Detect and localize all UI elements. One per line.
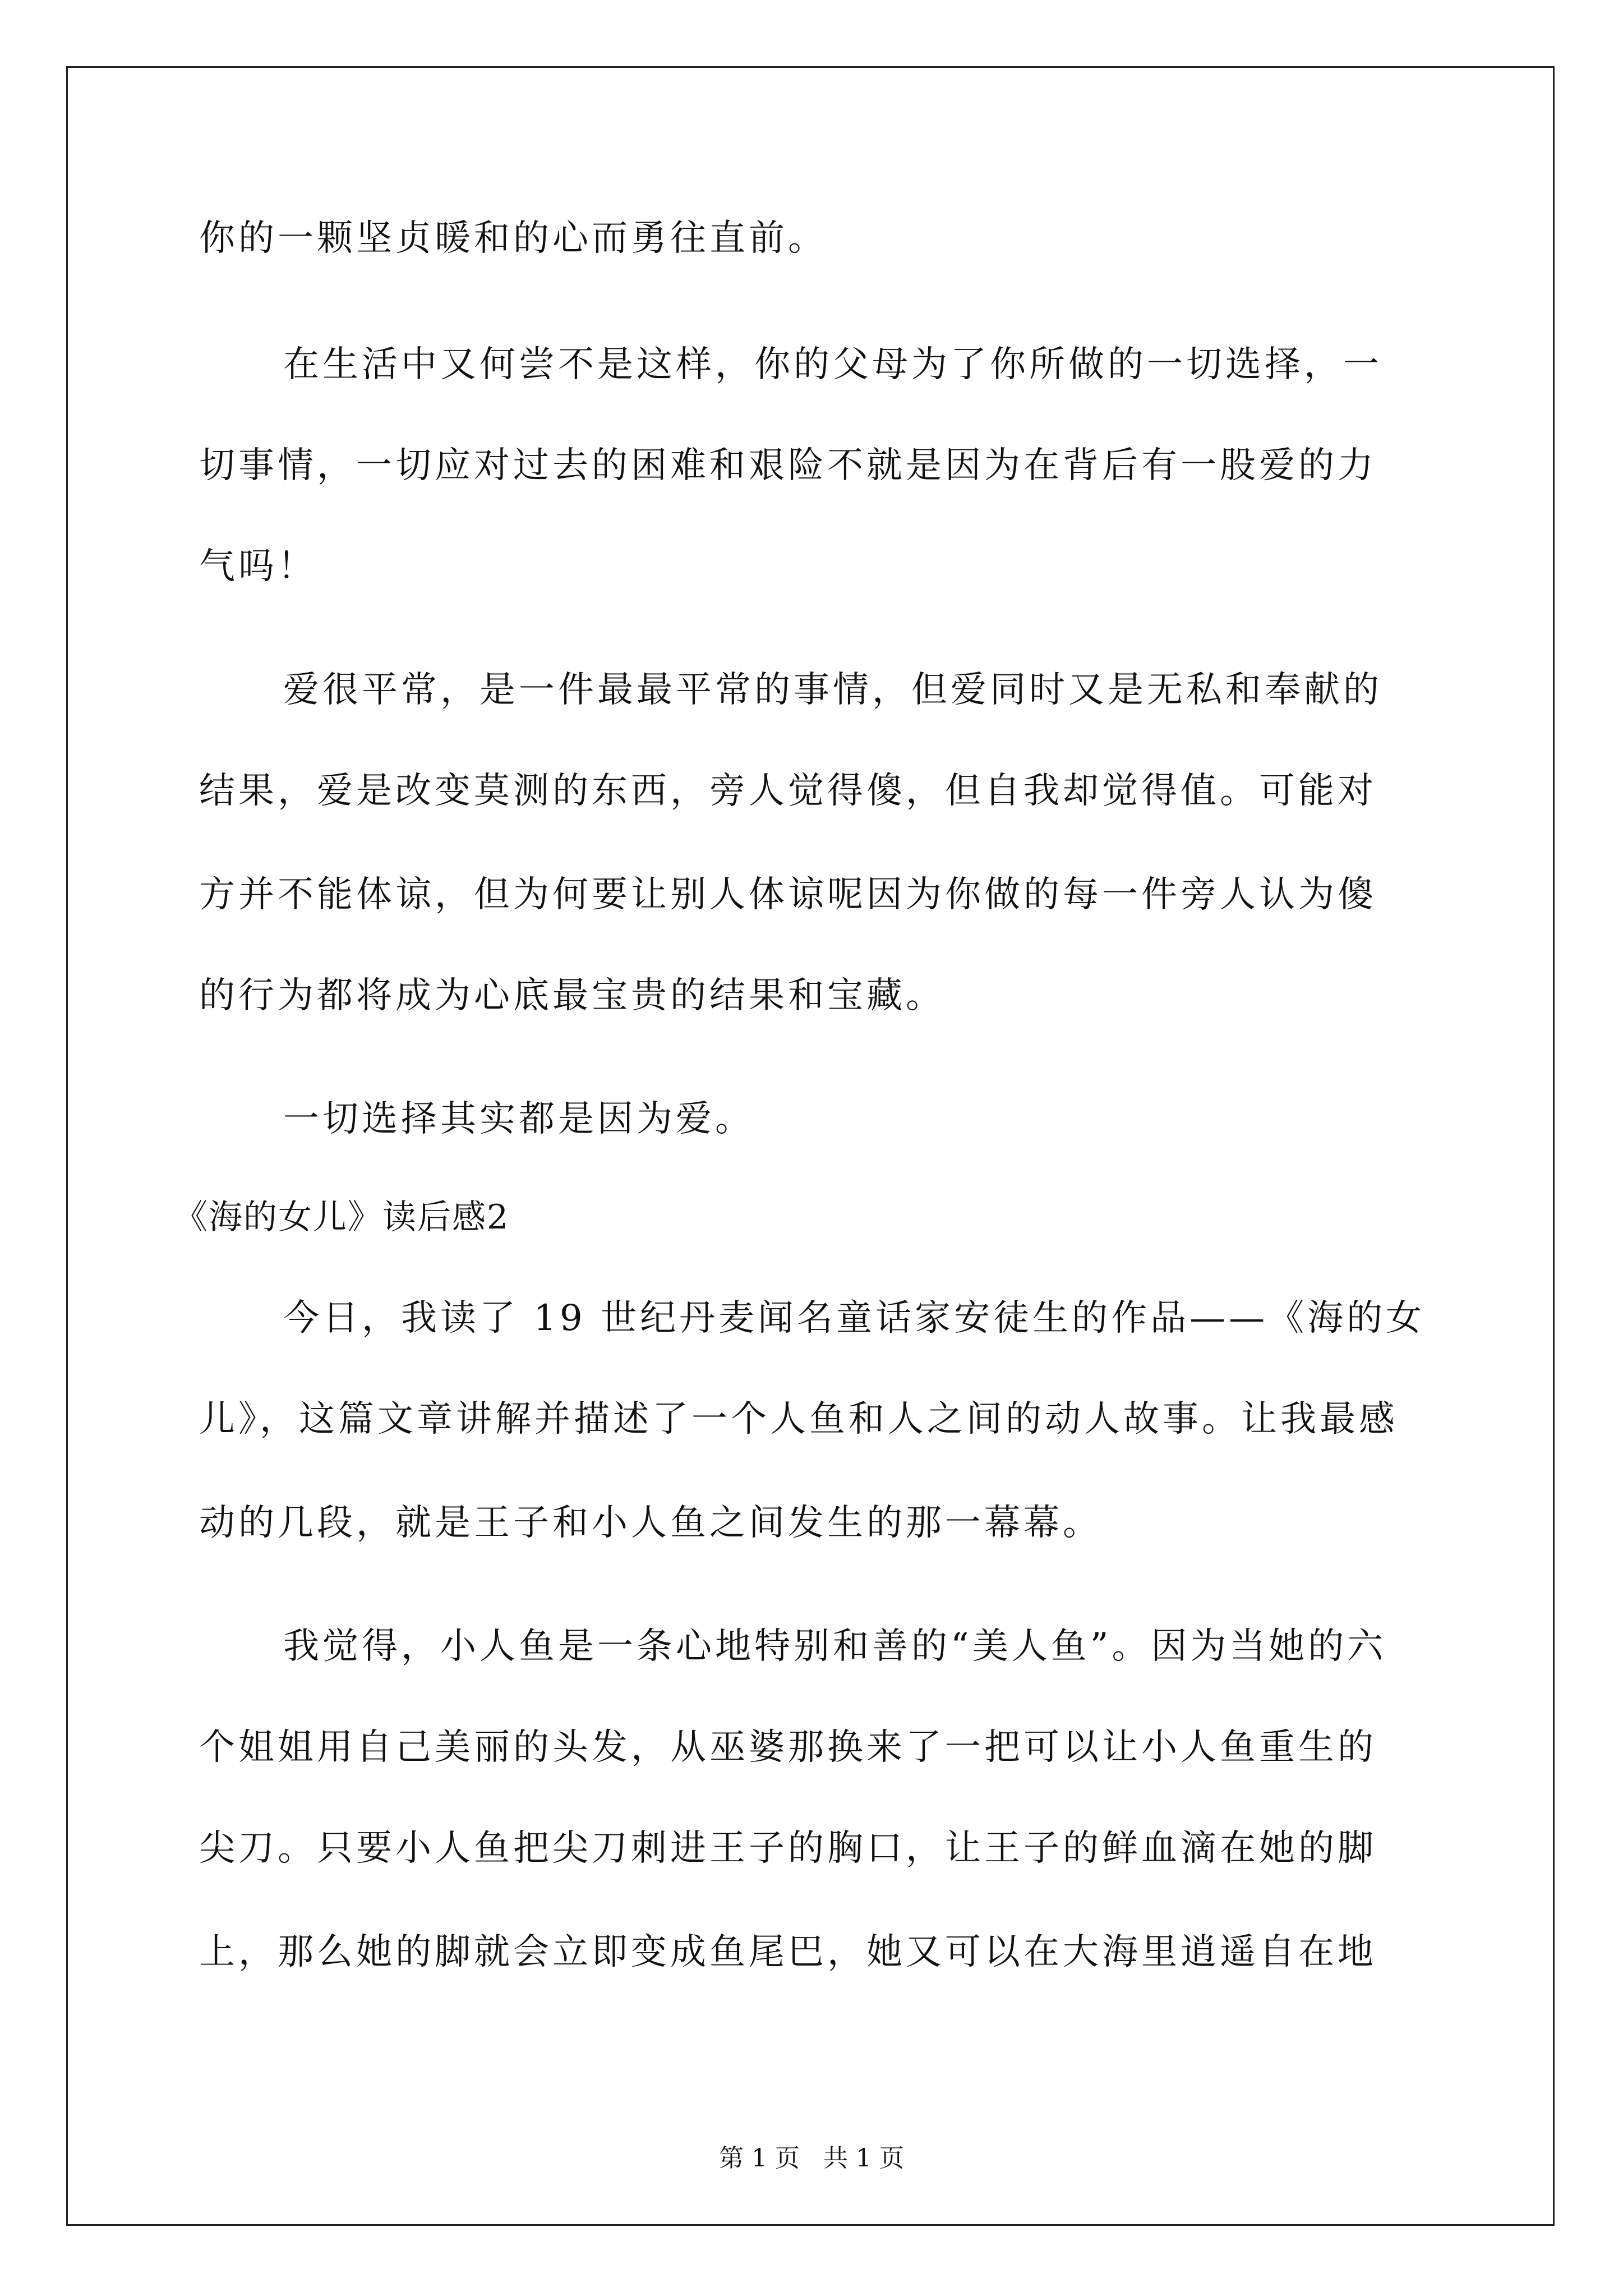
text-line: 切事情，一切应对过去的困难和艰险不就是因为在背后有一股爱的力 (199, 445, 1377, 486)
text-line: 你的一颗坚贞暖和的心而勇往直前。 (199, 218, 827, 259)
text-line: 今日，我读了 19 世纪丹麦闻名童话家安徒生的作品——《海的女 (283, 1297, 1426, 1339)
text-line: 的行为都将成为心底最宝贵的结果和宝藏。 (199, 975, 945, 1016)
page-footer (0, 2143, 1623, 2174)
page-number: 第 1 页 (719, 2144, 800, 2173)
text-line: 气吗！ (199, 546, 317, 587)
page-total: 共 1 页 (823, 2144, 904, 2173)
page-border (66, 66, 1555, 2226)
section-heading: 《海的女儿》读后感2 (174, 1198, 510, 1237)
text-line: 尖刀。只要小人鱼把尖刀刺进王子的胸口，让王子的鲜血滴在她的脚 (199, 1828, 1377, 1869)
text-line: 在生活中又何尝不是这样，你的父母为了你所做的一切选择，一 (283, 344, 1382, 385)
text-line: 个姐姐用自己美丽的头发，从巫婆那换来了一把可以让小人鱼重生的 (199, 1727, 1377, 1768)
text-line: 爱很平常，是一件最最平常的事情，但爱同时又是无私和奉献的 (283, 669, 1382, 711)
text-line: 方并不能体谅，但为何要让别人体谅呢因为你做的每一件旁人认为傻 (199, 874, 1377, 915)
text-line: 我觉得，小人鱼是一条心地特别和善的“美人鱼”。因为当她的六 (283, 1626, 1387, 1667)
text-line: 结果，爱是改变莫测的东西，旁人觉得傻，但自我却觉得值。可能对 (199, 770, 1377, 812)
text-line: 上，那么她的脚就会立即变成鱼尾巴，她又可以在大海里逍遥自在地 (199, 1931, 1377, 1973)
text-line: 一切选择其实都是因为爱。 (283, 1098, 754, 1140)
text-line: 儿》，这篇文章讲解并描述了一个人鱼和人之间的动人故事。让我最感 (199, 1398, 1398, 1440)
text-line: 动的几段，就是王子和小人鱼之间发生的那一幕幕。 (199, 1502, 1102, 1544)
